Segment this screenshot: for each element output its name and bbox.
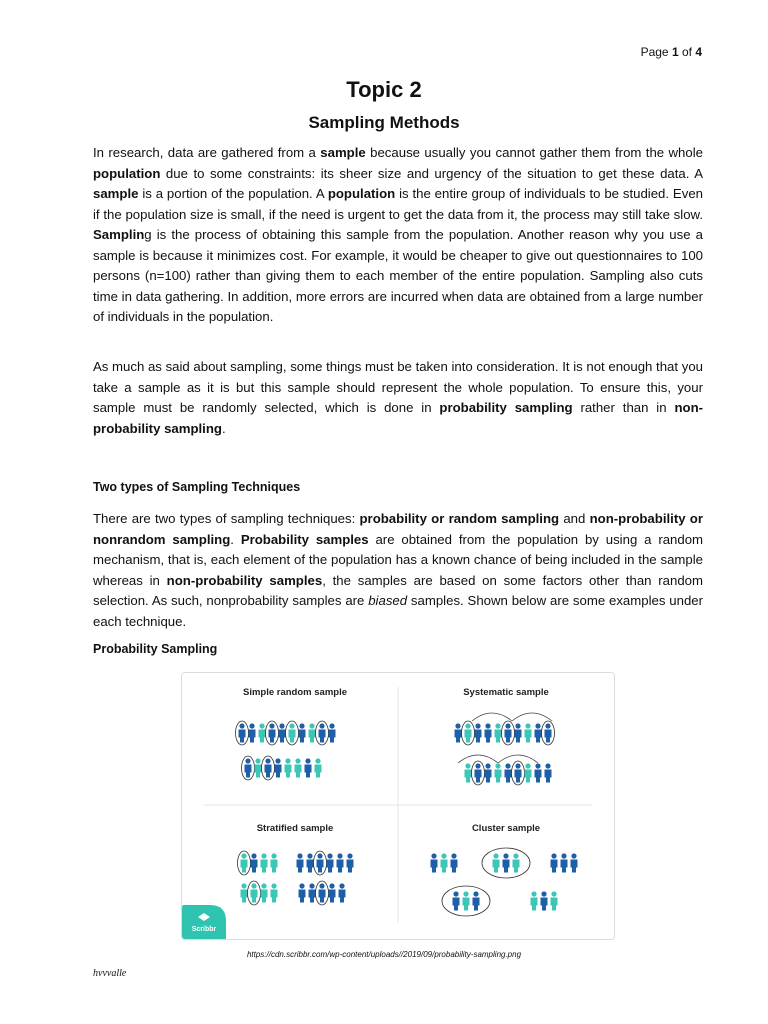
person-icon — [337, 853, 344, 872]
probability-sampling-figure — [181, 672, 615, 940]
author-signature: hvvvalle — [93, 968, 127, 979]
paragraph1-run: In research, data are gathered from a — [93, 145, 321, 160]
person-icon — [295, 758, 302, 777]
person-icon — [513, 853, 520, 872]
person-icon — [495, 723, 502, 742]
person-icon — [542, 721, 555, 745]
figure-source-url: https://cdn.scribbr.com/wp-content/uploads//2019/09/probability-sampling.png — [246, 950, 522, 959]
person-icon — [495, 763, 502, 782]
person-icon — [279, 723, 286, 742]
person-icon — [515, 723, 522, 742]
paragraph2-run: . — [221, 420, 226, 436]
person-icon — [545, 763, 552, 782]
paragraph3-run: and — [559, 511, 590, 526]
paragraph-techniques — [93, 509, 703, 632]
people-icons — [236, 721, 578, 916]
person-icon — [238, 851, 251, 875]
person-icon — [462, 721, 475, 745]
person-icon — [236, 721, 249, 745]
scribbr-logo — [182, 905, 226, 939]
person-icon — [525, 723, 532, 742]
person-icon — [242, 756, 255, 780]
paragraph3-run: are obtained from the population by using a random mechanism, that is, each element of the population has a known chance of being included in the sample whereas in — [93, 531, 704, 588]
person-icon — [441, 853, 448, 872]
paragraph3-run: . — [230, 531, 241, 547]
paragraph3-run: non-probability or nonrandom sampling — [93, 511, 703, 547]
person-icon — [465, 763, 472, 782]
paragraph2-run: rather than in — [572, 400, 675, 415]
person-icon — [316, 721, 329, 745]
person-icon — [503, 853, 510, 872]
person-icon — [251, 853, 258, 872]
person-icon — [571, 853, 578, 872]
person-icon — [512, 761, 525, 785]
person-icon — [473, 891, 480, 910]
person-icon — [266, 721, 279, 745]
person-icon — [286, 721, 299, 745]
paragraph1-run: population — [93, 165, 161, 181]
paragraph3-run: non-probability samples — [166, 572, 323, 588]
paragraph1-run: is the entire group of individuals to be studied. Even if the population size is small, if the need is urgent to get the data from it, the process may still take slow. — [93, 186, 703, 222]
paragraph3-run: probability or random sampling — [359, 511, 560, 526]
person-icon — [315, 758, 322, 777]
panel-title-systematic: Systematic sample — [463, 687, 549, 698]
person-icon — [297, 853, 304, 872]
section-heading-probability: Probability Sampling — [93, 642, 218, 656]
person-icon — [316, 881, 329, 905]
person-icon — [339, 883, 346, 902]
person-icon — [329, 883, 336, 902]
paragraph3-run: , the samples are based on some factors other than random selection. As such, nonprobability samples are — [93, 572, 703, 608]
person-icon — [525, 763, 532, 782]
paragraph2-run: non-probability sampling — [93, 400, 704, 436]
person-icon — [261, 853, 268, 872]
person-icon — [472, 761, 485, 785]
person-icon — [551, 891, 558, 910]
panel-title-simple: Simple random sample — [242, 687, 348, 698]
paragraph-intro — [93, 143, 703, 328]
person-icon — [309, 883, 316, 902]
page-number: Page 1 of 4 — [640, 45, 702, 59]
person-icon — [329, 723, 336, 742]
paragraph1-run: population — [327, 186, 396, 201]
panel-title-stratified: Stratified sample — [256, 823, 334, 834]
paragraph1-run: Samplin — [93, 227, 145, 242]
person-icon — [505, 763, 512, 782]
person-icon — [299, 883, 306, 902]
person-icon — [259, 723, 266, 742]
person-icon — [455, 723, 462, 742]
person-icon — [327, 853, 334, 872]
person-icon — [248, 881, 261, 905]
person-icon — [271, 883, 278, 902]
person-icon — [309, 723, 316, 742]
person-icon — [249, 723, 256, 742]
paragraph1-run: because usually you cannot gather them from the whole — [365, 145, 703, 160]
person-icon — [485, 723, 492, 742]
person-icon — [475, 723, 482, 742]
person-icon — [453, 891, 460, 910]
person-icon — [535, 763, 542, 782]
person-icon — [275, 758, 282, 777]
person-icon — [485, 763, 492, 782]
person-icon — [255, 758, 262, 777]
person-icon — [261, 883, 268, 902]
person-icon — [535, 723, 542, 742]
paragraph3-run: samples. Shown below are some examples under each technique. — [93, 593, 704, 629]
paragraph1-run: sample — [320, 145, 366, 160]
person-icon — [305, 758, 312, 777]
paragraph2-run: probability sampling — [439, 400, 573, 415]
person-icon — [347, 853, 354, 872]
document-subtitle: Sampling Methods — [308, 113, 460, 132]
person-icon — [241, 883, 248, 902]
person-icon — [531, 891, 538, 910]
paragraph1-run: is a portion of the population. A — [138, 186, 328, 201]
person-icon — [431, 853, 438, 872]
person-icon — [463, 891, 470, 910]
person-icon — [493, 853, 500, 872]
paragraph2-run: As much as said about sampling, some things must be taken into consideration. It is not enough that you take a sample as it is but this sample should represent the whole population. To ensure this, your sample must be randomly selected, which is done in — [93, 359, 703, 415]
person-icon — [299, 723, 306, 742]
paragraph3-run: biased — [368, 593, 408, 608]
person-icon — [551, 853, 558, 872]
paragraph3-run: Probability samples — [240, 531, 369, 547]
paragraph-consideration — [93, 357, 703, 439]
sampling-diagram — [182, 673, 614, 939]
person-icon — [502, 721, 515, 745]
person-icon — [451, 853, 458, 872]
section-heading-techniques: Two types of Sampling Techniques — [93, 480, 301, 494]
person-icon — [561, 853, 568, 872]
person-icon — [271, 853, 278, 872]
paragraph1-run: g is the process of obtaining this sample from the population. Another reason why you use a sample is because it minimizes cost. For example, it would be cheaper to give out questionnaires to 100 persons (n=100) rather than giving them to each member of the entire population. Sampling also cuts time in data gathering. In addition, more errors are incurred when data are obtained from a large number of individuals in the population. — [93, 227, 703, 324]
person-icon — [314, 851, 327, 875]
person-icon — [307, 853, 314, 872]
person-icon — [541, 891, 548, 910]
person-icon — [262, 756, 275, 780]
paragraph1-run: due to some constraints: its sheer size and urgency of the situation to get these data. A — [160, 165, 703, 181]
paragraph1-run: sample — [93, 186, 139, 201]
paragraph3-run: There are two types of sampling techniques: — [93, 511, 360, 526]
scribbr-logo-text: Scribbr — [191, 926, 217, 933]
panel-title-cluster: Cluster sample — [471, 823, 541, 834]
document-title: Topic 2 — [346, 77, 422, 102]
person-icon — [285, 758, 292, 777]
